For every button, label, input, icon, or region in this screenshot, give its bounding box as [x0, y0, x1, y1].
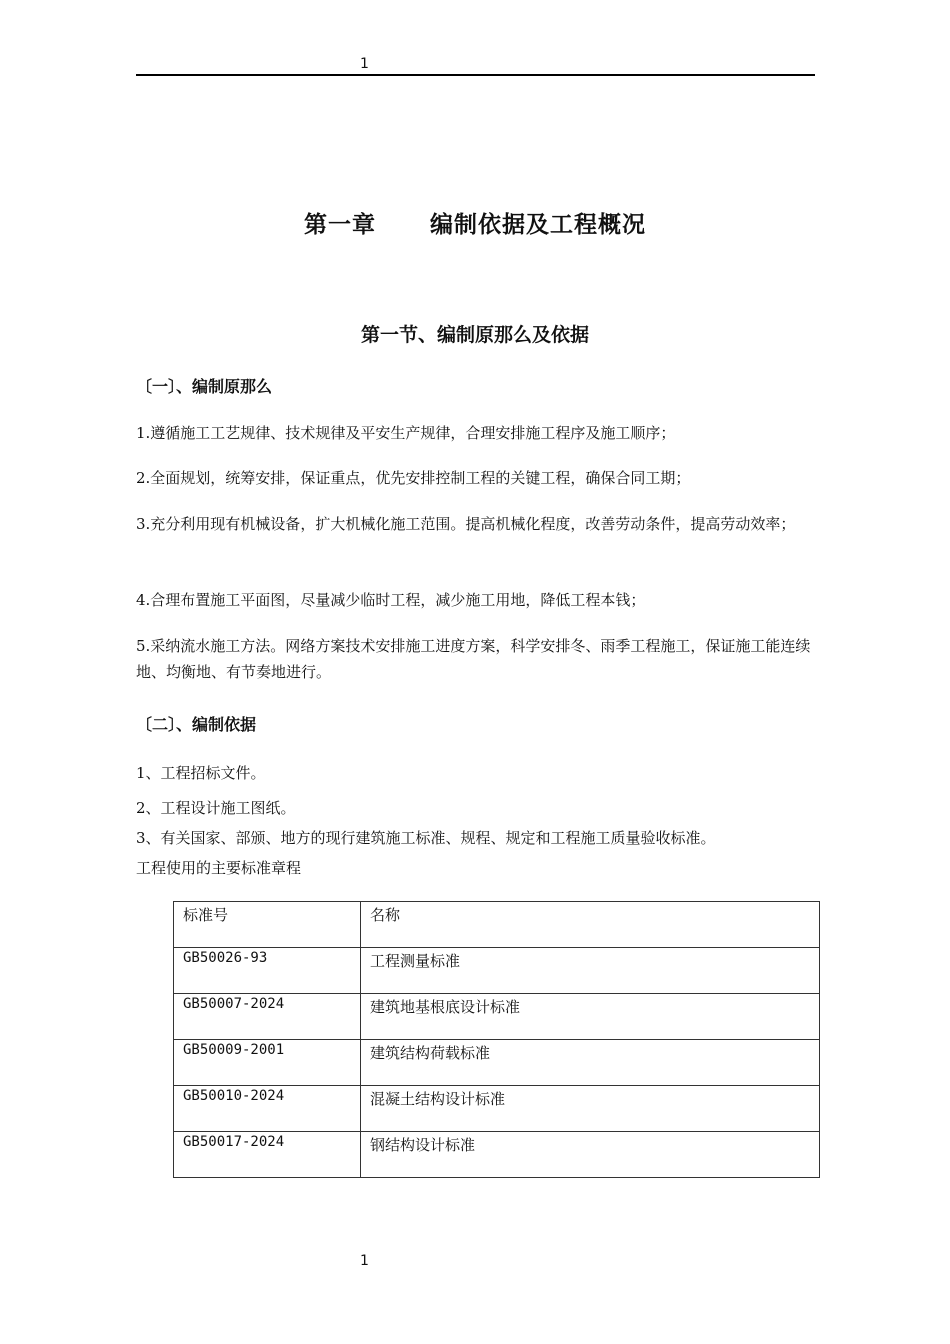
principle-item: 5.采纳流水施工方法。网络方案技术安排施工进度方案，科学安排冬、雨季工程施工，保证施工能连续地、均衡地、有节奏地进行。 [136, 637, 811, 681]
standard-code: GB50007-2024 [174, 994, 361, 1040]
standard-name: 建筑结构荷载标准 [361, 1040, 820, 1086]
standard-name: 混凝土结构设计标准 [361, 1086, 820, 1132]
table-row [174, 1086, 820, 1132]
standards-table [173, 901, 820, 1178]
standard-code: GB50010-2024 [174, 1086, 361, 1132]
standards-caption: 工程使用的主要标准章程 [136, 859, 302, 877]
header-rule [136, 74, 815, 76]
standard-code: GB50026-93 [174, 948, 361, 994]
principle-item: 4.合理布置施工平面图，尽量减少临时工程，减少施工用地，降低工程本钱； [136, 591, 646, 609]
standard-name: 建筑地基根底设计标准 [361, 994, 820, 1040]
standard-name: 钢结构设计标准 [361, 1132, 820, 1178]
table-row [174, 948, 820, 994]
footer-page-number: 1 [360, 1253, 369, 1269]
basis-heading: 〔二〕、编制依据 [136, 715, 257, 734]
header-page-number: 1 [360, 56, 369, 72]
table-row [174, 994, 820, 1040]
standard-code: GB50017-2024 [174, 1132, 361, 1178]
standard-name: 工程测量标准 [361, 948, 820, 994]
table-row [174, 1132, 820, 1178]
column-header-code: 标准号 [174, 902, 361, 948]
chapter-title [0, 206, 950, 239]
section-title: 第一节、编制原那么及依据 [360, 324, 589, 346]
table-header-row [174, 902, 820, 948]
principles-heading: 〔一〕、编制原那么 [136, 377, 273, 396]
column-header-name: 名称 [361, 902, 820, 948]
basis-item: 1、工程招标文件。 [136, 764, 266, 782]
principle-item: 2.全面规划，统筹安排，保证重点，优先安排控制工程的关键工程，确保合同工期； [136, 469, 691, 487]
chapter-number: 第一章 [304, 212, 376, 238]
chapter-name: 编制依据及工程概况 [430, 212, 646, 238]
principle-item: 3.充分利用现有机械设备，扩大机械化施工范围。提高机械化程度，改善劳动条件，提高劳动效率； [136, 515, 796, 533]
standard-code: GB50009-2001 [174, 1040, 361, 1086]
basis-item: 3、有关国家、部颁、地方的现行建筑施工标准、规程、规定和工程施工质量验收标准。 [136, 829, 716, 847]
table-row [174, 1040, 820, 1086]
principle-item: 1.遵循施工工艺规律、技术规律及平安生产规律，合理安排施工程序及施工顺序； [136, 424, 676, 442]
basis-item: 2、工程设计施工图纸。 [136, 799, 296, 817]
